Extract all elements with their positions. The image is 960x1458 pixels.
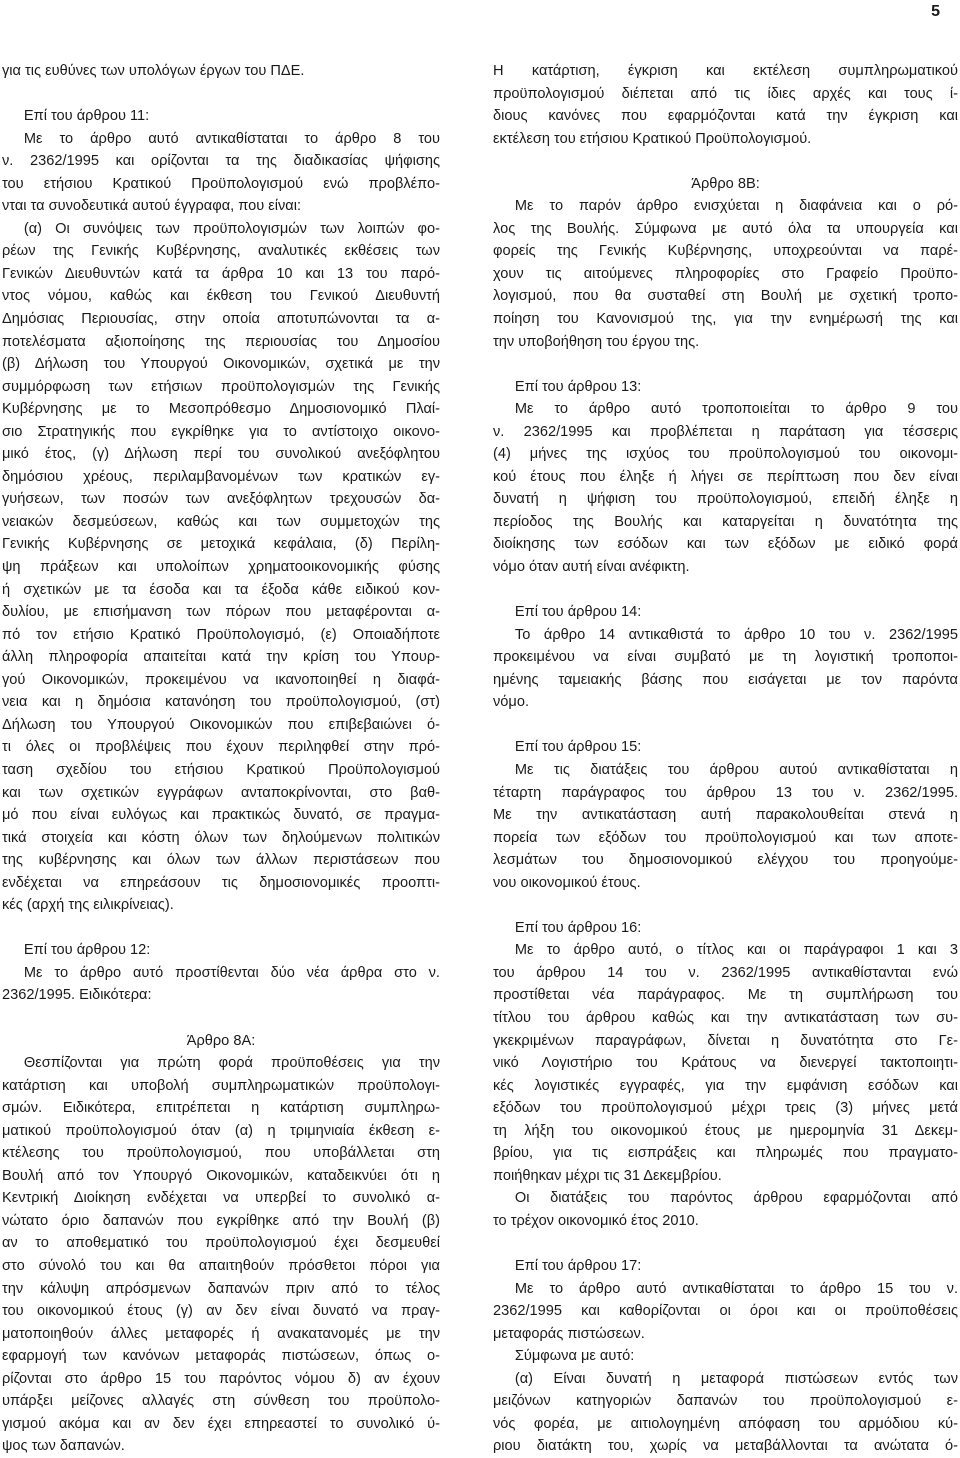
text-line: Με το άρθρο αυτό αντικαθίσταται το άρθρο 8 του [2,130,440,147]
text-line: Η κατάρτιση, έγκριση και εκτέλεση συμπληρωματικού [493,63,958,79]
blank-line [493,150,958,173]
text-line: της κυβέρνησης και όλων των άλλων περιστάσεων που [2,852,440,869]
text-line: δυλίου, με επισήμανση των πόρων που μεταφέρονται α- [2,604,440,621]
text-line: τη λήξη του οικονομικού έτους με ημερομηνία 31 Δεκεμ- [493,1122,958,1139]
text-line: νόμο. [493,694,529,711]
text-line: εφαρμογή των κανόνων μεταφοράς πιστώσεων, όπως ο- [2,1348,440,1365]
text-line: στο σύνολό του και θα απαιτηθούν πρόσθετοι πόροι για [2,1257,440,1274]
text-line: ριου διατάκτη του, χωρίς να μεταβάλλονται τα ανώτατα ό- [493,1438,958,1455]
text-line: για τις ευθύνες των υπολόγων έργων του ΠΔΕ. [2,63,305,79]
text-line: ταση σχεδίου του ετήσιου Κρατικού Προϋπολογισμού [2,761,440,778]
text-line: δημόσιου χρέους, περιλαμβανομένων των κρατικών εγ- [2,468,440,485]
text-line: τι όλες οι προβλέψεις που έχουν περιληφθεί στην πρό- [2,739,440,756]
text-line: την υποβοήθηση του έργου της. [493,333,700,350]
blank-line [493,1232,958,1255]
text-line: ποιήθηκαν μέχρι τις 31 Δεκεμβρίου. [493,1167,722,1184]
text-line: Με την αντικατάσταση αυτή παρακολουθείται στενά η [493,807,958,824]
text-line: φορείς της Γενικής Κυβέρνησης, υποχρεούνται να παρέ- [493,243,958,260]
text-line: Με τις διατάξεις του άρθρου αυτού αντικαθίσταται η [493,761,958,778]
blank-line [2,83,440,106]
text-line: δυνατή η ψήφιση του προϋπολογισμού, επειδή έληξε η [493,491,958,508]
text-line: ή σχετικών με τα έσοδα και τα έξοδα κάθε ειδικού κον- [2,581,440,598]
text-line: νται τα συνοδευτικά αυτού έγγραφα, που είναι: [2,198,302,215]
text-line: ν. 2362/1995 και ορίζονται τα της διαδικασίας ψήφισης [2,153,440,170]
text-line: τικά στοιχεία και κόστη όλων των δηλούμενων πολιτικών [2,829,440,846]
text-line: του ετήσιου Κρατικού Προϋπολογισμού ενώ προβλέπο- [2,175,440,192]
text-line: την κάλυψη απρόσμενων δαπανών πριν από το τέλος [2,1280,440,1297]
right-column [493,60,958,1458]
text-line: Με το άρθρο αυτό τροποποιείται το άρθρο 9 του [493,401,958,418]
text-line: μεταφοράς πιστώσεων. [493,1325,645,1342]
text-line: διοίκησης των εσόδων και των εξόδων με ειδικό φορά [493,536,958,553]
text-line: συμμόρφωση των ετήσιων προϋπολογισμών της Γενικής [2,378,440,395]
text-line: 2362/1995 και καθορίζονται οι όροι και οι προϋποθέσεις [493,1303,958,1320]
text-line: χουν τις αιτούμενες πληροφορίες στο Γραφείο Προϋπο- [493,265,958,282]
text-line: Επί του άρθρου 13: [493,378,642,395]
text-line: Σύμφωνα με αυτό: [493,1348,635,1365]
text-line: γού Οικονομικών, προκειμένου να ικανοποιηθεί η διαφά- [2,671,440,688]
text-line: 2362/1995. Ειδικότερα: [2,987,152,1004]
text-line: νόμο όταν αυτή είναι ανέφικτη. [493,559,690,576]
text-line: διους κανόνες που εφαρμόζονται κατά την έγκριση και [493,108,958,125]
blank-line [2,1007,440,1030]
text-line: Γενικής Κυβέρνησης σε μετοχικά κεφάλαια, (δ) Περίλη- [2,536,440,553]
text-line: πορεία των εξόδων του προϋπολογισμού και των αποτε- [493,829,958,846]
blank-line [493,714,958,737]
text-line: Επί του άρθρου 14: [493,604,642,621]
text-line: γυήσεων, των ποσών των ανεξόφλητων τρεχουσών δα- [2,491,440,508]
text-line: Επί του άρθρου 16: [493,919,642,936]
text-line: ρίζονται στο άρθρο 15 του παρόντος νόμου δ) αν έχουν [2,1370,440,1387]
text-line: προϋπολογισμού διέπεται από τις ίδιες αρχές και τους ί- [493,85,958,102]
text-line: Γενικών Διευθυντών κατά τα άρθρα 10 και 13 του παρό- [2,265,440,282]
text-line: Οι διατάξεις του παρόντος άρθρου εφαρμόζονται από [493,1190,958,1207]
text-line: Με το άρθρο αυτό αντικαθίσταται το άρθρο 15 του ν. [493,1280,958,1297]
text-line: νικό Λογιστήριο του Κράτους να διενεργεί τακτοποιητι- [493,1055,958,1072]
article-heading: Άρθρο 8Α: [186,1032,256,1049]
text-line: ματοποιηθούν άλλες μεταφορές ή ανακατανομές με την [2,1325,440,1342]
text-line: και των σχετικών εγγράφων ανταποκρίνονται, στο βαθ- [2,784,440,801]
text-line: ποτελέσματα αξιοποίησης της περιουσίας του Δημοσίου [2,333,440,350]
page-number: 5 [931,3,940,20]
text-line: προστίθεται νέα παράγραφος. Με τη συμπλήρωση του [493,987,958,1004]
text-line: γκεκριμένων παραγράφων, δίνεται η δυνατότητα στο Γε- [493,1032,958,1049]
blank-line [493,579,958,602]
text-line: Κεντρική Διοίκηση ενδέχεται να υπερβεί το συνολικό α- [2,1190,440,1207]
text-line: (α) Είναι δυνατή η μεταφορά πιστώσεων εντός των [493,1370,958,1387]
text-line: εκτέλεση του ετήσιου Κρατικού Προϋπολογισμού. [493,130,812,147]
text-line: βρίου, για τις εισπράξεις και πληρωμές που πραγματο- [493,1145,958,1162]
left-column [2,60,440,1458]
text-line: κές λογιστικές εγγραφές, για την εμφάνιση εσόδων και [493,1077,958,1094]
text-line: πό τον ετήσιο Κρατικό Προϋπολογισμό, (ε) Οποιαδήποτε [2,626,440,643]
text-line: Βουλή από τον Υπουργό Οικονομικών, καταδεικνύει ότι η [2,1167,440,1184]
text-line: Κυβέρνησης με το Μεσοπρόθεσμο Δημοσιονομικό Πλαί- [2,401,440,418]
text-line: ημένης ταμειακής βάσης που εισάγεται με τον παρόντα [493,671,958,688]
text-line: ενδέχεται να επηρεάσουν τις δημοσιονομικές προοπτι- [2,874,440,891]
text-line: Επί του άρθρου 11: [2,108,150,125]
text-line: λεσμάτων του δημοσιονομικού ελέγχου του προηγούμε- [493,852,958,869]
text-line: ρέων της Γενικής Κυβέρνησης, αναλυτικές εκθέσεις των [2,243,440,260]
text-line: Το άρθρο 14 αντικαθιστά το άρθρο 10 του ν. 2362/1995 [493,626,958,643]
text-line: Με το άρθρο αυτό προστίθενται δύο νέα άρθρα στο ν. [2,964,440,981]
text-line: μειζόνων κατηγοριών δαπανών του προϋπολογισμού ε- [493,1393,958,1410]
text-line: Δήλωση του Υπουργού Οικονομικών που επιβεβαιώνει ό- [2,716,440,733]
text-line: αν το αποθεματικό του προϋπολογισμού έχει δεσμευθεί [2,1235,440,1252]
text-line: (β) Δήλωση του Υπουργού Οικονομικών, σχετικά με την [2,356,440,373]
text-line: Επί του άρθρου 15: [493,739,642,756]
text-line: νεια και η δημόσια κατανόηση του προϋπολογισμού, (στ) [2,694,440,711]
text-line: άλλη πληροφορία απαιτείται κατά την κρίση του Υπουρ- [2,649,440,666]
text-line: τέταρτη παράγραφος του άρθρου 13 του ν. 2362/1995. [493,784,958,801]
text-line: υπάρξει μείζονες αλλαγές στη σύνθεση του προϋπολο- [2,1393,440,1410]
text-line: προκειμένου να είναι συμβατό με τη λογιστική τροποποι- [493,649,958,666]
blank-line [493,894,958,917]
text-line: τίτλου του άρθρου καθώς και την αντικατάσταση των συ- [493,1009,958,1026]
text-line: εξόδων του προϋπολογισμού μέχρι τρεις (3) μήνες μετά [493,1100,958,1117]
text-line: Θεσπίζονται για πρώτη φορά προϋποθέσεις για την [2,1055,440,1072]
text-line: Με το άρθρο αυτό, ο τίτλος και οι παράγραφοι 1 και 3 [493,942,958,959]
text-line: λος της Βουλής. Σύμφωνα με αυτό όλα τα υπουργεία και [493,220,958,237]
text-line: κού έτους που έληξε ή λήγει σε περίπτωση που δεν είναι [493,468,958,485]
text-line: Επί του άρθρου 17: [493,1257,642,1274]
text-line: (α) Οι συνόψεις των προϋπολογισμών των λοιπών φο- [2,220,440,237]
text-line: μικό έτος, (γ) Δήλωση περί του συνολικού ανεξόφλητου [2,446,440,463]
text-line: σιο Στρατηγικής που εγκρίθηκε για το αντίστοιχο οικονο- [2,423,440,440]
text-line: το τρέχον οικονομικό έτος 2010. [493,1212,699,1229]
text-line: περίοδος της Βουλής και καταργείται η δυνατότητα της [493,513,958,530]
text-line: νειακών δεσμεύσεων, καθώς και των συμμετοχών της [2,513,440,530]
text-line: νώτατο όριο δαπανών που εγκρίθηκε από την Βουλή (β) [2,1212,440,1229]
text-line: Δημόσιας Περιουσίας, στην οποία αποτυπώνονται τα α- [2,311,440,328]
text-line: νου οικονομικού έτους. [493,874,641,891]
text-line: κτέλεσης του προϋπολογισμού, που υποβάλλεται στη [2,1145,440,1162]
text-line: ψη πράξεων και υπολοίπων χρηματοοικονομικής φύσης [2,559,440,576]
text-line: του οικονομικού έτους (γ) αν δεν είναι δυνατό να πραγ- [2,1303,440,1320]
text-line: νός φορέα, με αιτιολογημένη απόφαση του αρμόδιου κύ- [493,1415,958,1432]
text-line: λογισμού, που θα συσταθεί στη Βουλή με σχετική τροπο- [493,288,958,305]
text-line: ματικού προϋπολογισμού όταν (α) η τριμηνιαία έκθεση ε- [2,1122,440,1139]
text-line: σμών. Ειδικότερα, επιτρέπεται η κατάρτιση συμπληρω- [2,1100,440,1117]
text-line: ψος των δαπανών. [2,1438,125,1455]
text-line: γισμού ακόμα και αν δεν έχει επηρεαστεί το συνολικό ύ- [2,1415,440,1432]
text-line: ποίηση του Κανονισμού της, για την ενημέρωσή της και [493,311,958,328]
text-line: ν. 2362/1995 και προβλέπεται η παράταση για τέσσερις [493,423,958,440]
blank-line [493,353,958,376]
text-line: (4) μήνες της ισχύος του προϋπολογισμού του οικονομι- [493,446,958,463]
text-line: Με το παρόν άρθρο ενισχύεται η διαφάνεια και ο ρό- [493,198,958,215]
article-heading: Άρθρο 8Β: [691,175,760,192]
text-line: κατάρτιση και υποβολή συμπληρωματικών προϋπολογι- [2,1077,440,1094]
blank-line [2,917,440,940]
text-line: κές (αρχή της ειλικρίνειας). [2,897,174,914]
text-line: του άρθρου 14 του ν. 2362/1995 αντικαθίστανται ενώ [493,964,958,981]
text-line: Επί του άρθρου 12: [2,942,151,959]
text-line: ντος νόμου, καθώς και έκθεση του Γενικού Διευθυντή [2,288,440,305]
text-line: μό που είναι ευλόγως και πρακτικώς δυνατό, σε πραγμα- [2,807,440,824]
